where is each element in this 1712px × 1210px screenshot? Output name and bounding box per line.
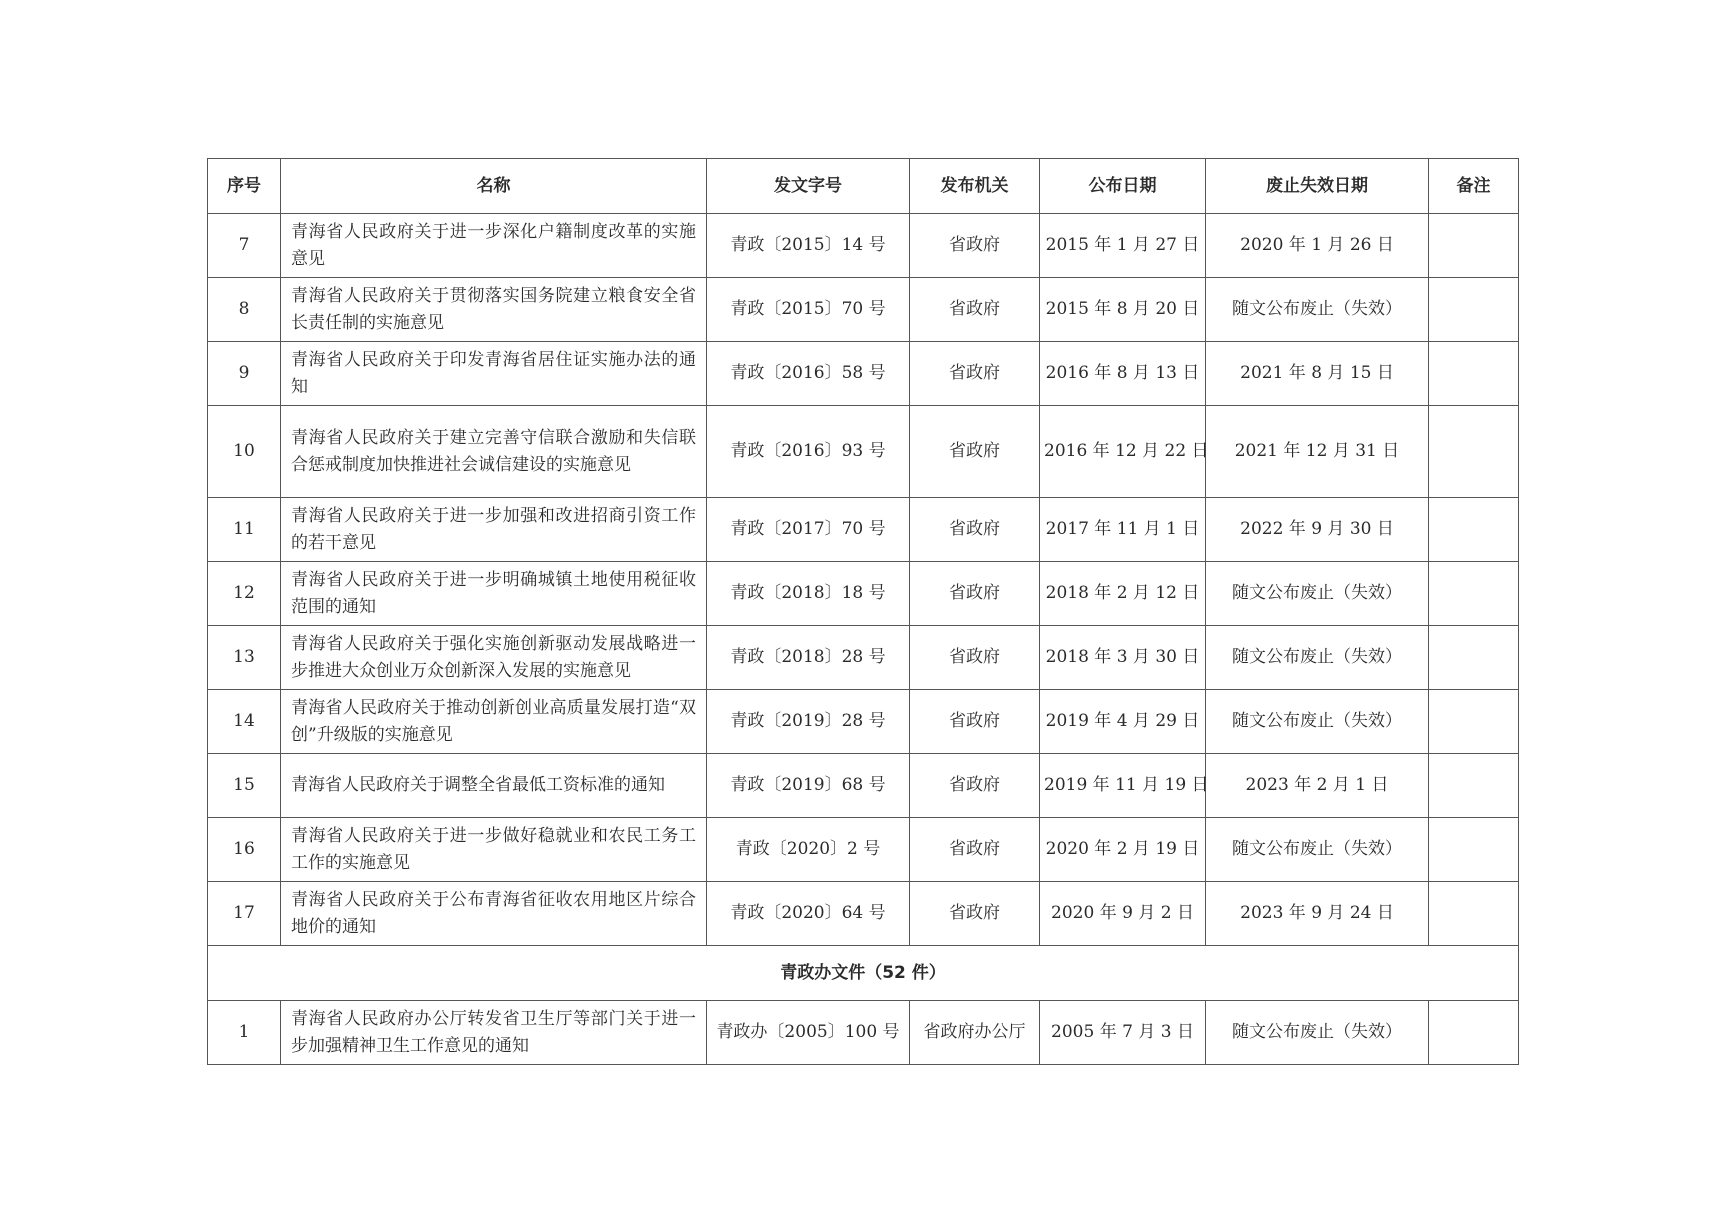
row-doc-no: 青政〔2016〕93 号 bbox=[707, 406, 910, 498]
row-exp-date: 随文公布废止（失效） bbox=[1206, 562, 1429, 626]
row-pub-date: 2016 年 12 月 22 日 bbox=[1040, 406, 1206, 498]
row-pub-date: 2015 年 1 月 27 日 bbox=[1040, 214, 1206, 278]
row-agency: 省政府 bbox=[910, 498, 1040, 562]
row-index: 13 bbox=[208, 626, 281, 690]
repealed-documents-table bbox=[207, 158, 1519, 1065]
section-header-row bbox=[208, 946, 1519, 1001]
row-agency: 省政府 bbox=[910, 626, 1040, 690]
row-index: 10 bbox=[208, 406, 281, 498]
row-agency: 省政府 bbox=[910, 406, 1040, 498]
row-name: 青海省人民政府关于印发青海省居住证实施办法的通知 bbox=[281, 342, 707, 406]
table-row bbox=[208, 342, 1519, 406]
row-index: 8 bbox=[208, 278, 281, 342]
row-doc-no: 青政〔2015〕70 号 bbox=[707, 278, 910, 342]
row-doc-no: 青政〔2020〕2 号 bbox=[707, 818, 910, 882]
header-row bbox=[208, 159, 1519, 214]
header-doc-no: 发文字号 bbox=[707, 159, 910, 214]
row-remark bbox=[1429, 818, 1519, 882]
row-remark bbox=[1429, 278, 1519, 342]
row-index: 1 bbox=[208, 1001, 281, 1065]
header-index: 序号 bbox=[208, 159, 281, 214]
row-name: 青海省人民政府关于公布青海省征收农用地区片综合地价的通知 bbox=[281, 882, 707, 946]
row-name: 青海省人民政府关于建立完善守信联合激励和失信联合惩戒制度加快推进社会诚信建设的实施意见 bbox=[281, 406, 707, 498]
row-doc-no: 青政〔2017〕70 号 bbox=[707, 498, 910, 562]
row-name: 青海省人民政府关于强化实施创新驱动发展战略进一步推进大众创业万众创新深入发展的实施意见 bbox=[281, 626, 707, 690]
row-agency: 省政府办公厅 bbox=[910, 1001, 1040, 1065]
table-row bbox=[208, 818, 1519, 882]
row-exp-date: 随文公布废止（失效） bbox=[1206, 690, 1429, 754]
row-exp-date: 2023 年 2 月 1 日 bbox=[1206, 754, 1429, 818]
row-doc-no: 青政〔2015〕14 号 bbox=[707, 214, 910, 278]
row-exp-date: 随文公布废止（失效） bbox=[1206, 626, 1429, 690]
row-index: 9 bbox=[208, 342, 281, 406]
table-row bbox=[208, 1001, 1519, 1065]
row-name: 青海省人民政府办公厅转发省卫生厅等部门关于进一步加强精神卫生工作意见的通知 bbox=[281, 1001, 707, 1065]
row-name: 青海省人民政府关于进一步做好稳就业和农民工务工工作的实施意见 bbox=[281, 818, 707, 882]
row-name: 青海省人民政府关于进一步深化户籍制度改革的实施意见 bbox=[281, 214, 707, 278]
row-index: 17 bbox=[208, 882, 281, 946]
row-doc-no: 青政〔2019〕68 号 bbox=[707, 754, 910, 818]
table-row bbox=[208, 882, 1519, 946]
row-pub-date: 2005 年 7 月 3 日 bbox=[1040, 1001, 1206, 1065]
header-agency: 发布机关 bbox=[910, 159, 1040, 214]
row-exp-date: 随文公布废止（失效） bbox=[1206, 278, 1429, 342]
row-pub-date: 2018 年 2 月 12 日 bbox=[1040, 562, 1206, 626]
row-exp-date: 2021 年 12 月 31 日 bbox=[1206, 406, 1429, 498]
row-remark bbox=[1429, 406, 1519, 498]
row-exp-date: 随文公布废止（失效） bbox=[1206, 1001, 1429, 1065]
row-name: 青海省人民政府关于贯彻落实国务院建立粮食安全省长责任制的实施意见 bbox=[281, 278, 707, 342]
row-remark bbox=[1429, 1001, 1519, 1065]
table-row bbox=[208, 498, 1519, 562]
table-row bbox=[208, 626, 1519, 690]
header-name: 名称 bbox=[281, 159, 707, 214]
table-row bbox=[208, 214, 1519, 278]
row-index: 15 bbox=[208, 754, 281, 818]
row-index: 7 bbox=[208, 214, 281, 278]
header-pub-date: 公布日期 bbox=[1040, 159, 1206, 214]
row-agency: 省政府 bbox=[910, 214, 1040, 278]
row-agency: 省政府 bbox=[910, 342, 1040, 406]
row-pub-date: 2019 年 4 月 29 日 bbox=[1040, 690, 1206, 754]
row-agency: 省政府 bbox=[910, 882, 1040, 946]
header-remark: 备注 bbox=[1429, 159, 1519, 214]
row-doc-no: 青政〔2018〕18 号 bbox=[707, 562, 910, 626]
row-doc-no: 青政〔2019〕28 号 bbox=[707, 690, 910, 754]
row-exp-date: 2020 年 1 月 26 日 bbox=[1206, 214, 1429, 278]
row-remark bbox=[1429, 498, 1519, 562]
row-pub-date: 2015 年 8 月 20 日 bbox=[1040, 278, 1206, 342]
row-remark bbox=[1429, 690, 1519, 754]
table-row bbox=[208, 562, 1519, 626]
row-name: 青海省人民政府关于进一步明确城镇土地使用税征收范围的通知 bbox=[281, 562, 707, 626]
section-title: 青政办文件（52 件） bbox=[208, 946, 1519, 1001]
table-row bbox=[208, 690, 1519, 754]
row-agency: 省政府 bbox=[910, 818, 1040, 882]
table-row bbox=[208, 278, 1519, 342]
header-exp-date: 废止失效日期 bbox=[1206, 159, 1429, 214]
row-exp-date: 2023 年 9 月 24 日 bbox=[1206, 882, 1429, 946]
row-exp-date: 随文公布废止（失效） bbox=[1206, 818, 1429, 882]
row-remark bbox=[1429, 562, 1519, 626]
row-remark bbox=[1429, 626, 1519, 690]
row-name: 青海省人民政府关于进一步加强和改进招商引资工作的若干意见 bbox=[281, 498, 707, 562]
row-pub-date: 2018 年 3 月 30 日 bbox=[1040, 626, 1206, 690]
table-row bbox=[208, 754, 1519, 818]
row-doc-no: 青政〔2016〕58 号 bbox=[707, 342, 910, 406]
row-doc-no: 青政〔2020〕64 号 bbox=[707, 882, 910, 946]
row-doc-no: 青政办〔2005〕100 号 bbox=[707, 1001, 910, 1065]
row-agency: 省政府 bbox=[910, 278, 1040, 342]
row-pub-date: 2020 年 2 月 19 日 bbox=[1040, 818, 1206, 882]
row-remark bbox=[1429, 882, 1519, 946]
row-index: 11 bbox=[208, 498, 281, 562]
row-agency: 省政府 bbox=[910, 754, 1040, 818]
row-agency: 省政府 bbox=[910, 690, 1040, 754]
row-name: 青海省人民政府关于调整全省最低工资标准的通知 bbox=[281, 754, 707, 818]
row-index: 14 bbox=[208, 690, 281, 754]
row-doc-no: 青政〔2018〕28 号 bbox=[707, 626, 910, 690]
table-row bbox=[208, 406, 1519, 498]
row-exp-date: 2022 年 9 月 30 日 bbox=[1206, 498, 1429, 562]
row-name: 青海省人民政府关于推动创新创业高质量发展打造“双创”升级版的实施意见 bbox=[281, 690, 707, 754]
row-pub-date: 2017 年 11 月 1 日 bbox=[1040, 498, 1206, 562]
row-remark bbox=[1429, 754, 1519, 818]
row-pub-date: 2016 年 8 月 13 日 bbox=[1040, 342, 1206, 406]
row-pub-date: 2019 年 11 月 19 日 bbox=[1040, 754, 1206, 818]
row-remark bbox=[1429, 214, 1519, 278]
row-index: 12 bbox=[208, 562, 281, 626]
row-exp-date: 2021 年 8 月 15 日 bbox=[1206, 342, 1429, 406]
row-remark bbox=[1429, 342, 1519, 406]
row-agency: 省政府 bbox=[910, 562, 1040, 626]
row-index: 16 bbox=[208, 818, 281, 882]
row-pub-date: 2020 年 9 月 2 日 bbox=[1040, 882, 1206, 946]
